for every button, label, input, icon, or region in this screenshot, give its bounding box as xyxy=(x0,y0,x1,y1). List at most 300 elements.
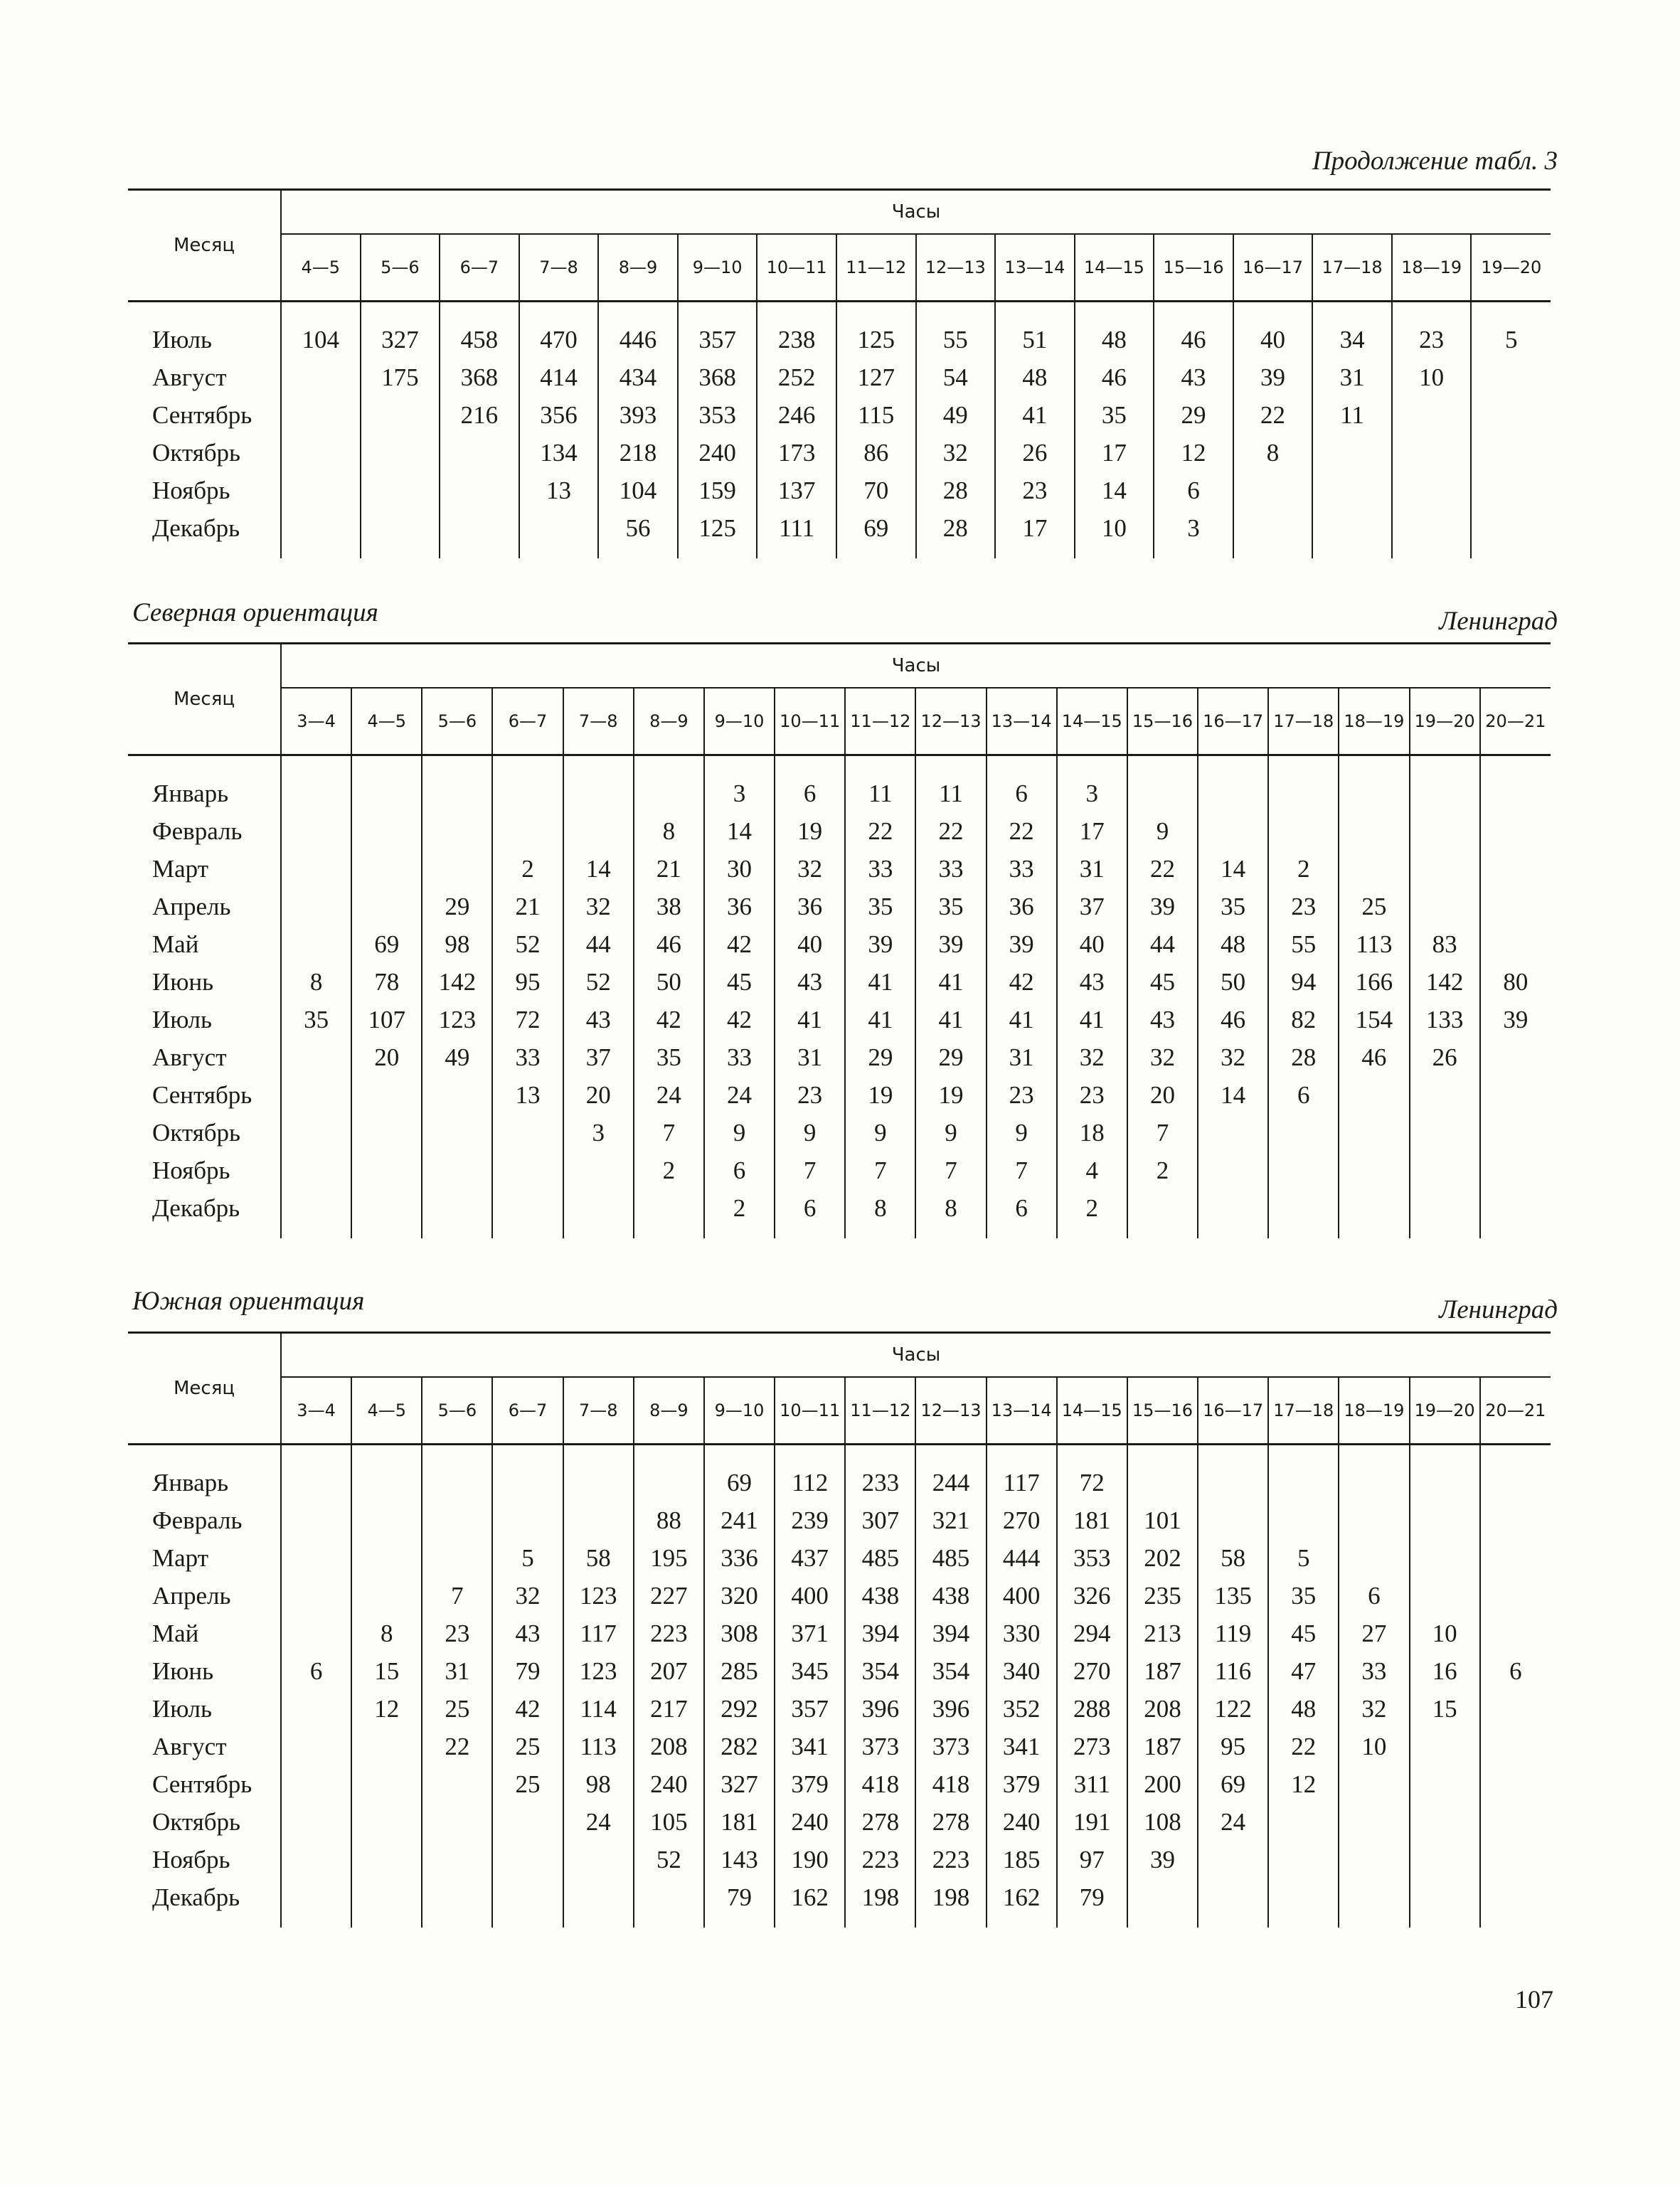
value-cell: 252 xyxy=(757,358,836,396)
month-cell: Октябрь xyxy=(152,1118,241,1147)
value-cell: 2 xyxy=(1268,850,1339,888)
value-cell xyxy=(281,1615,351,1652)
value-cell: 13 xyxy=(519,472,599,509)
value-cell: 137 xyxy=(757,472,836,509)
table-row xyxy=(128,358,1551,396)
value-cell: 7 xyxy=(1127,1114,1198,1152)
value-cell: 11 xyxy=(845,755,915,813)
value-cell xyxy=(1127,1878,1198,1928)
value-cell: 55 xyxy=(916,302,996,359)
table-row xyxy=(128,1076,1551,1114)
value-cell xyxy=(1480,925,1551,963)
month-cell: Октябрь xyxy=(152,1807,241,1836)
value-cell: 58 xyxy=(563,1539,634,1577)
value-cell: 181 xyxy=(1057,1501,1127,1539)
value-cell: 321 xyxy=(915,1501,986,1539)
value-cell: 17 xyxy=(995,509,1075,558)
value-cell xyxy=(351,1728,422,1765)
value-cell: 39 xyxy=(915,925,986,963)
value-cell: 42 xyxy=(634,1001,704,1038)
value-cell: 42 xyxy=(987,963,1057,1001)
value-cell xyxy=(281,396,361,434)
value-cell xyxy=(351,850,422,888)
value-cell: 45 xyxy=(704,963,775,1001)
value-cell: 190 xyxy=(775,1841,845,1878)
value-cell xyxy=(492,1152,563,1189)
value-cell xyxy=(281,472,361,509)
value-cell: 107 xyxy=(351,1001,422,1038)
value-cell: 9 xyxy=(704,1114,775,1152)
value-cell: 12 xyxy=(1154,434,1233,472)
continuation-label: Продолжение табл. 3 xyxy=(1312,147,1558,176)
value-cell: 5 xyxy=(1471,302,1551,359)
value-cell: 35 xyxy=(915,888,986,925)
value-cell: 48 xyxy=(995,358,1075,396)
table-south-orientation xyxy=(128,1331,1551,1928)
value-cell: 43 xyxy=(1127,1001,1198,1038)
value-cell: 39 xyxy=(1127,888,1198,925)
value-cell: 33 xyxy=(1339,1652,1409,1690)
value-cell: 23 xyxy=(1392,302,1472,359)
value-cell: 240 xyxy=(678,434,757,472)
hour-column-header: 17—18 xyxy=(1268,1377,1339,1445)
value-cell: 29 xyxy=(1154,396,1233,434)
value-cell xyxy=(1480,1501,1551,1539)
value-cell: 357 xyxy=(678,302,757,359)
value-cell: 198 xyxy=(845,1878,915,1928)
month-cell: Март xyxy=(152,854,208,883)
value-cell: 69 xyxy=(836,509,916,558)
value-cell: 79 xyxy=(1057,1878,1127,1928)
value-cell: 36 xyxy=(704,888,775,925)
value-cell: 7 xyxy=(422,1577,492,1615)
table-row xyxy=(128,1445,1551,1502)
value-cell: 41 xyxy=(1057,1001,1127,1038)
value-cell: 69 xyxy=(1198,1765,1268,1803)
value-cell: 58 xyxy=(1198,1539,1268,1577)
value-cell xyxy=(563,1878,634,1928)
value-cell: 115 xyxy=(836,396,916,434)
value-cell xyxy=(351,1076,422,1114)
value-cell xyxy=(563,1445,634,1502)
value-cell xyxy=(1339,1152,1409,1189)
value-cell xyxy=(1471,396,1551,434)
value-cell: 23 xyxy=(1057,1076,1127,1114)
value-cell xyxy=(1312,434,1392,472)
value-cell: 4 xyxy=(1057,1152,1127,1189)
value-cell: 8 xyxy=(634,812,704,850)
value-cell: 27 xyxy=(1339,1615,1409,1652)
value-cell: 45 xyxy=(1127,963,1198,1001)
value-cell: 32 xyxy=(1198,1038,1268,1076)
value-cell: 105 xyxy=(634,1803,704,1841)
hour-column-header: 8—9 xyxy=(598,234,678,302)
value-cell xyxy=(351,1152,422,1189)
value-cell xyxy=(1480,1076,1551,1114)
hour-column-header: 3—4 xyxy=(281,688,351,755)
hour-column-header: 19—20 xyxy=(1471,234,1551,302)
value-cell xyxy=(281,1445,351,1502)
value-cell: 187 xyxy=(1127,1728,1198,1765)
value-cell: 7 xyxy=(845,1152,915,1189)
value-cell: 14 xyxy=(563,850,634,888)
value-cell: 336 xyxy=(704,1539,775,1577)
value-cell xyxy=(634,1189,704,1238)
value-cell: 39 xyxy=(1480,1001,1551,1038)
hour-column-header: 16—17 xyxy=(1198,1377,1268,1445)
value-cell: 470 xyxy=(519,302,599,359)
month-cell: Июль xyxy=(152,1694,212,1723)
month-cell: Ноябрь xyxy=(152,1156,230,1184)
value-cell xyxy=(1198,1152,1268,1189)
value-cell: 294 xyxy=(1057,1615,1127,1652)
value-cell: 15 xyxy=(351,1652,422,1690)
value-cell: 43 xyxy=(492,1615,563,1652)
table-row xyxy=(128,755,1551,813)
value-cell: 26 xyxy=(995,434,1075,472)
month-cell: Январь xyxy=(152,779,229,807)
value-cell: 23 xyxy=(422,1615,492,1652)
value-cell xyxy=(422,1189,492,1238)
value-cell: 2 xyxy=(704,1189,775,1238)
value-cell: 240 xyxy=(987,1803,1057,1841)
section-title-north: Северная ориентация xyxy=(132,598,378,627)
value-cell xyxy=(1471,434,1551,472)
value-cell: 9 xyxy=(1127,812,1198,850)
value-cell: 38 xyxy=(634,888,704,925)
month-cell: Сентябрь xyxy=(152,1080,252,1109)
value-cell: 14 xyxy=(1075,472,1154,509)
value-cell: 437 xyxy=(775,1539,845,1577)
value-cell: 122 xyxy=(1198,1690,1268,1728)
table-row xyxy=(128,1038,1551,1076)
value-cell: 43 xyxy=(775,963,845,1001)
value-cell: 22 xyxy=(987,812,1057,850)
value-cell: 5 xyxy=(1268,1539,1339,1577)
hours-group-header: Часы xyxy=(281,190,1551,235)
value-cell: 438 xyxy=(845,1577,915,1615)
value-cell: 326 xyxy=(1057,1577,1127,1615)
value-cell: 36 xyxy=(775,888,845,925)
value-cell: 32 xyxy=(1127,1038,1198,1076)
value-cell xyxy=(1480,850,1551,888)
value-cell: 30 xyxy=(704,850,775,888)
hour-column-header: 16—17 xyxy=(1233,234,1313,302)
value-cell: 240 xyxy=(634,1765,704,1803)
value-cell xyxy=(351,1114,422,1152)
table-row xyxy=(128,1152,1551,1189)
value-cell xyxy=(351,1445,422,1502)
value-cell: 41 xyxy=(845,963,915,1001)
value-cell: 40 xyxy=(1233,302,1313,359)
value-cell: 142 xyxy=(1410,963,1480,1001)
value-cell xyxy=(492,1501,563,1539)
value-cell: 2 xyxy=(634,1152,704,1189)
table-row xyxy=(128,1690,1551,1728)
month-cell: Декабрь xyxy=(152,514,240,542)
value-cell xyxy=(1127,755,1198,813)
value-cell: 16 xyxy=(1410,1652,1480,1690)
value-cell: 69 xyxy=(351,925,422,963)
value-cell: 28 xyxy=(1268,1038,1339,1076)
value-cell xyxy=(1410,1152,1480,1189)
value-cell xyxy=(1339,850,1409,888)
value-cell: 3 xyxy=(704,755,775,813)
value-cell xyxy=(1339,1076,1409,1114)
value-cell: 185 xyxy=(987,1841,1057,1878)
value-cell: 123 xyxy=(563,1652,634,1690)
value-cell: 202 xyxy=(1127,1539,1198,1577)
value-cell xyxy=(422,1841,492,1878)
value-cell: 485 xyxy=(845,1539,915,1577)
table-row xyxy=(128,1001,1551,1038)
value-cell: 32 xyxy=(775,850,845,888)
value-cell: 135 xyxy=(1198,1577,1268,1615)
table-row xyxy=(128,1652,1551,1690)
value-cell: 41 xyxy=(995,396,1075,434)
section-title-south: Южная ориентация xyxy=(132,1287,365,1316)
value-cell: 2 xyxy=(1127,1152,1198,1189)
month-cell: Август xyxy=(152,1732,227,1760)
value-cell xyxy=(1339,1114,1409,1152)
table-continuation xyxy=(128,188,1551,558)
value-cell: 22 xyxy=(915,812,986,850)
month-cell: Июнь xyxy=(152,967,214,996)
value-cell: 6 xyxy=(1154,472,1233,509)
month-cell: Октябрь xyxy=(152,438,241,467)
value-cell xyxy=(422,812,492,850)
value-cell: 48 xyxy=(1075,302,1154,359)
hour-column-header: 11—12 xyxy=(836,234,916,302)
value-cell xyxy=(281,1765,351,1803)
value-cell xyxy=(1410,812,1480,850)
value-cell xyxy=(361,509,440,558)
value-cell xyxy=(1198,1501,1268,1539)
value-cell: 45 xyxy=(1268,1615,1339,1652)
value-cell: 142 xyxy=(422,963,492,1001)
value-cell xyxy=(1480,1114,1551,1152)
value-cell: 48 xyxy=(1198,925,1268,963)
value-cell: 8 xyxy=(1233,434,1313,472)
table-row xyxy=(128,1114,1551,1152)
value-cell: 116 xyxy=(1198,1652,1268,1690)
value-cell: 123 xyxy=(563,1577,634,1615)
value-cell: 46 xyxy=(1154,302,1233,359)
value-cell xyxy=(1480,1577,1551,1615)
value-cell: 371 xyxy=(775,1615,845,1652)
value-cell xyxy=(422,1501,492,1539)
value-cell: 9 xyxy=(775,1114,845,1152)
table-row xyxy=(128,1728,1551,1765)
value-cell: 33 xyxy=(492,1038,563,1076)
value-cell: 400 xyxy=(987,1577,1057,1615)
value-cell: 41 xyxy=(915,963,986,1001)
table-row xyxy=(128,1577,1551,1615)
value-cell: 24 xyxy=(634,1076,704,1114)
value-cell: 396 xyxy=(845,1690,915,1728)
value-cell: 223 xyxy=(634,1615,704,1652)
value-cell: 207 xyxy=(634,1652,704,1690)
value-cell xyxy=(1410,1878,1480,1928)
value-cell: 373 xyxy=(845,1728,915,1765)
value-cell xyxy=(492,755,563,813)
value-cell: 86 xyxy=(836,434,916,472)
value-cell: 127 xyxy=(836,358,916,396)
value-cell xyxy=(1339,1803,1409,1841)
month-cell: Декабрь xyxy=(152,1883,240,1911)
value-cell xyxy=(1480,812,1551,850)
value-cell: 31 xyxy=(775,1038,845,1076)
table-row xyxy=(128,963,1551,1001)
value-cell: 379 xyxy=(775,1765,845,1803)
value-cell xyxy=(1312,509,1392,558)
value-cell: 5 xyxy=(492,1539,563,1577)
hour-column-header: 8—9 xyxy=(634,688,704,755)
value-cell xyxy=(361,396,440,434)
value-cell: 239 xyxy=(775,1501,845,1539)
value-cell: 17 xyxy=(1075,434,1154,472)
value-cell: 46 xyxy=(1339,1038,1409,1076)
month-column-header: Месяц xyxy=(128,1333,281,1445)
value-cell: 3 xyxy=(1154,509,1233,558)
value-cell: 8 xyxy=(281,963,351,1001)
hour-column-header: 13—14 xyxy=(987,688,1057,755)
value-cell xyxy=(1268,1445,1339,1502)
value-cell xyxy=(1268,755,1339,813)
month-cell: Февраль xyxy=(152,1506,243,1534)
value-cell: 216 xyxy=(440,396,519,434)
table-row xyxy=(128,1803,1551,1841)
hour-column-header: 14—15 xyxy=(1075,234,1154,302)
value-cell: 28 xyxy=(916,472,996,509)
value-cell: 19 xyxy=(775,812,845,850)
value-cell: 111 xyxy=(757,509,836,558)
hour-column-header: 14—15 xyxy=(1057,688,1127,755)
value-cell: 320 xyxy=(704,1577,775,1615)
value-cell: 125 xyxy=(836,302,916,359)
value-cell xyxy=(351,1189,422,1238)
hour-column-header: 13—14 xyxy=(995,234,1075,302)
value-cell: 10 xyxy=(1075,509,1154,558)
city-label-south: Ленинград xyxy=(1439,1295,1558,1324)
value-cell: 3 xyxy=(1057,755,1127,813)
value-cell xyxy=(1127,1189,1198,1238)
value-cell: 108 xyxy=(1127,1803,1198,1841)
value-cell xyxy=(1392,434,1472,472)
table-row xyxy=(128,925,1551,963)
value-cell xyxy=(1480,1765,1551,1803)
value-cell: 79 xyxy=(704,1878,775,1928)
value-cell xyxy=(1410,1841,1480,1878)
value-cell xyxy=(1480,755,1551,813)
value-cell xyxy=(1198,1841,1268,1878)
value-cell: 94 xyxy=(1268,963,1339,1001)
value-cell: 35 xyxy=(1075,396,1154,434)
value-cell: 39 xyxy=(1127,1841,1198,1878)
month-cell: Март xyxy=(152,1543,208,1572)
value-cell: 7 xyxy=(634,1114,704,1152)
value-cell: 25 xyxy=(1339,888,1409,925)
value-cell: 233 xyxy=(845,1445,915,1502)
value-cell: 357 xyxy=(775,1690,845,1728)
value-cell: 352 xyxy=(987,1690,1057,1728)
value-cell: 273 xyxy=(1057,1728,1127,1765)
value-cell: 23 xyxy=(775,1076,845,1114)
value-cell: 69 xyxy=(704,1445,775,1502)
value-cell: 70 xyxy=(836,472,916,509)
value-cell: 485 xyxy=(915,1539,986,1577)
value-cell xyxy=(1198,1445,1268,1502)
value-cell: 52 xyxy=(563,963,634,1001)
value-cell: 13 xyxy=(492,1076,563,1114)
value-cell xyxy=(1480,1690,1551,1728)
value-cell: 227 xyxy=(634,1577,704,1615)
value-cell xyxy=(563,812,634,850)
value-cell xyxy=(281,358,361,396)
value-cell xyxy=(281,925,351,963)
value-cell: 39 xyxy=(845,925,915,963)
month-cell: Май xyxy=(152,1619,199,1647)
hour-column-header: 12—13 xyxy=(916,234,996,302)
value-cell: 166 xyxy=(1339,963,1409,1001)
value-cell xyxy=(1410,1803,1480,1841)
value-cell: 20 xyxy=(1127,1076,1198,1114)
month-column-header: Месяц xyxy=(128,190,281,302)
month-cell: Июль xyxy=(152,1005,212,1033)
value-cell: 24 xyxy=(1198,1803,1268,1841)
value-cell xyxy=(1410,1114,1480,1152)
value-cell xyxy=(1339,1445,1409,1502)
value-cell: 42 xyxy=(704,1001,775,1038)
city-label-north: Ленинград xyxy=(1439,607,1558,636)
value-cell: 311 xyxy=(1057,1765,1127,1803)
value-cell: 345 xyxy=(775,1652,845,1690)
value-cell: 46 xyxy=(1075,358,1154,396)
value-cell: 12 xyxy=(351,1690,422,1728)
value-cell xyxy=(440,509,519,558)
value-cell: 8 xyxy=(351,1615,422,1652)
hour-column-header: 8—9 xyxy=(634,1377,704,1445)
value-cell xyxy=(281,509,361,558)
value-cell xyxy=(281,1728,351,1765)
value-cell: 46 xyxy=(1198,1001,1268,1038)
value-cell: 88 xyxy=(634,1501,704,1539)
value-cell: 353 xyxy=(1057,1539,1127,1577)
value-cell: 23 xyxy=(1268,888,1339,925)
value-cell: 394 xyxy=(845,1615,915,1652)
value-cell: 33 xyxy=(845,850,915,888)
value-cell xyxy=(634,1878,704,1928)
value-cell xyxy=(281,1501,351,1539)
value-cell: 55 xyxy=(1268,925,1339,963)
hour-column-header: 20—21 xyxy=(1480,688,1551,755)
hour-column-header: 9—10 xyxy=(704,688,775,755)
value-cell: 162 xyxy=(987,1878,1057,1928)
value-cell: 21 xyxy=(492,888,563,925)
value-cell: 308 xyxy=(704,1615,775,1652)
value-cell: 33 xyxy=(704,1038,775,1076)
table-row xyxy=(128,1765,1551,1803)
value-cell: 101 xyxy=(1127,1501,1198,1539)
hour-column-header: 11—12 xyxy=(845,1377,915,1445)
value-cell: 37 xyxy=(1057,888,1127,925)
value-cell: 341 xyxy=(775,1728,845,1765)
month-cell: Январь xyxy=(152,1468,229,1496)
value-cell: 373 xyxy=(915,1728,986,1765)
value-cell: 31 xyxy=(1312,358,1392,396)
value-cell xyxy=(563,755,634,813)
value-cell: 43 xyxy=(1154,358,1233,396)
